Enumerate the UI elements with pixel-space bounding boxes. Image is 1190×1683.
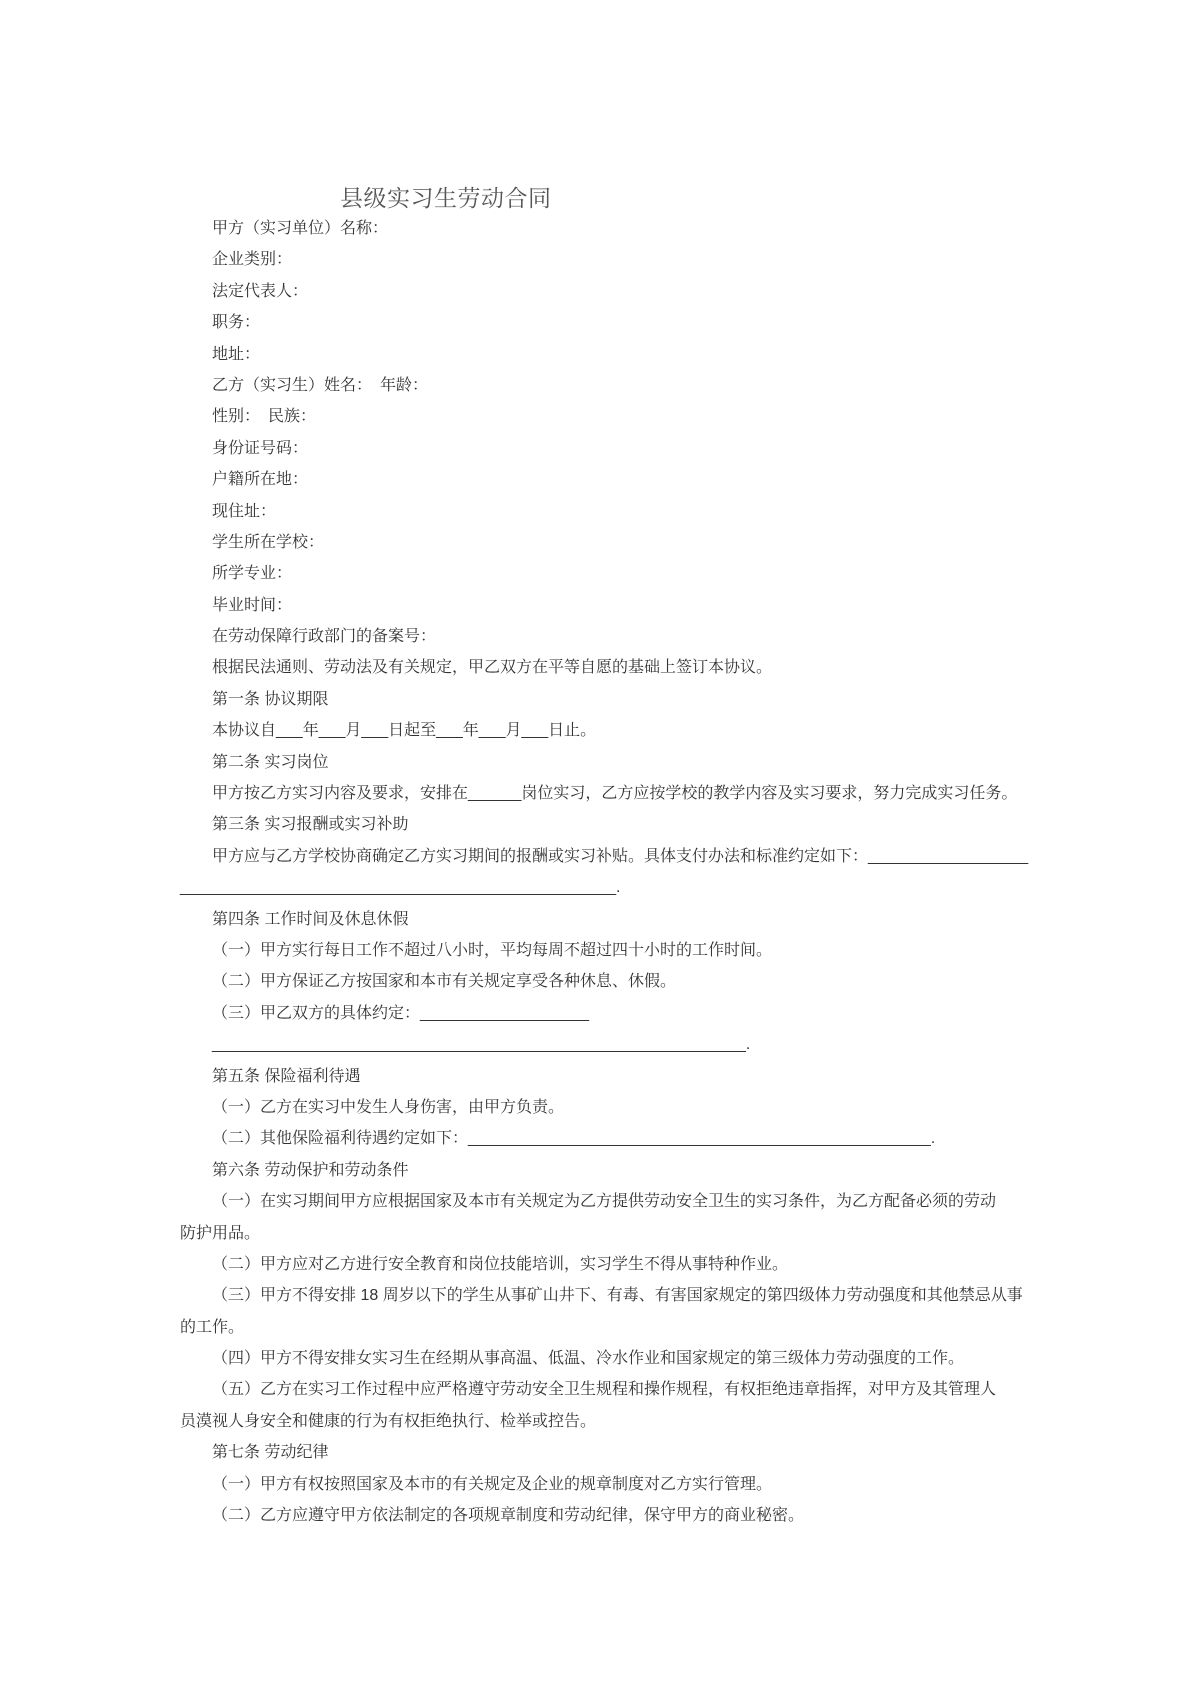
- document-content: [180, 184, 1029, 1531]
- document-line: 员漠视人身安全和健康的行为有权拒绝执行、检举或控告。: [180, 1412, 597, 1430]
- document-line: （一）甲方实行每日工作不超过八小时，平均每周不超过四十小时的工作时间。: [212, 941, 773, 959]
- clause-heading: 第二条 实习岗位: [212, 753, 329, 771]
- document-line: （二）乙方应遵守甲方依法制定的各项规章制度和劳动纪律，保守甲方的商业秘密。: [212, 1507, 805, 1525]
- field-label-line: 所学专业：: [212, 565, 293, 583]
- document-line: （五）乙方在实习工作过程中应严格遵守劳动安全卫生规程和操作规程，有权拒绝违章指挥，对甲方及其管理人: [212, 1381, 997, 1399]
- document-line: 的工作。: [180, 1318, 245, 1336]
- document-line: （四）甲方不得安排女实习生在经期从事高温、低温、冷水作业和国家规定的第三级体力劳动强度的工作。: [212, 1350, 965, 1368]
- field-label-line: 户籍所在地：: [212, 471, 309, 489]
- document-body: [180, 213, 1029, 1531]
- field-label-line: 企业类别：: [212, 251, 293, 269]
- document-line: （二）甲方应对乙方进行安全教育和岗位技能培训，实习学生不得从事特种作业。: [212, 1255, 789, 1273]
- document-line: （三）甲方不得安排 18 周岁以下的学生从事矿山井下、有毒、有害国家规定的第四级体力劳动强度和其他禁忌从事: [212, 1287, 1023, 1305]
- document-line: 防护用品。: [180, 1224, 261, 1242]
- clause-heading: 第一条 协议期限: [212, 690, 329, 708]
- document-line: 甲方按乙方实习内容及要求，安排在______岗位实习，乙方应按学校的教学内容及实习要求，努力完成实习任务。: [212, 785, 1018, 803]
- document-line: 根据民法通则、劳动法及有关规定，甲乙双方在平等自愿的基础上签订本协议。: [212, 659, 773, 677]
- field-label-line: 性别： 民族：: [212, 408, 317, 426]
- clause-heading: 第三条 实习报酬或实习补助: [212, 816, 409, 834]
- document-line: （三）甲乙双方的具体约定：___________________: [212, 1004, 590, 1022]
- field-label-line: 学生所在学校：: [212, 533, 325, 551]
- blank-underline-line: _________________________________________________.: [180, 879, 621, 897]
- field-label-line: 职务：: [212, 314, 261, 332]
- field-label-line: 现住址：: [212, 502, 277, 520]
- document-line: （一）乙方在实习中发生人身伤害，由甲方负责。: [212, 1098, 565, 1116]
- field-label-line: 毕业时间：: [212, 596, 293, 614]
- clause-heading: 第五条 保险福利待遇: [212, 1067, 361, 1085]
- document-line: （二）甲方保证乙方按国家和本市有关规定享受各种休息、休假。: [212, 973, 677, 991]
- field-label-line: 地址：: [212, 345, 261, 363]
- field-label-line: 乙方（实习生）姓名： 年龄：: [212, 376, 429, 394]
- field-label-line: 甲方（实习单位）名称：: [212, 220, 389, 237]
- document-line: （一）甲方有权按照国家及本市的有关规定及企业的规章制度对乙方实行管理。: [212, 1475, 773, 1493]
- field-label-line: 在劳动保障行政部门的备案号：: [212, 628, 437, 646]
- field-label-line: 法定代表人：: [212, 282, 309, 300]
- document-line: （二）其他保险福利待遇约定如下：____________________________________________________.: [212, 1130, 936, 1148]
- field-label-line: 身份证号码：: [212, 439, 309, 457]
- clause-heading: 第六条 劳动保护和劳动条件: [212, 1161, 409, 1179]
- document-line: 本协议自___年___月___日起至___年___月___日止。: [212, 722, 597, 740]
- page-title: 县级实习生劳动合同: [340, 186, 552, 211]
- clause-heading: 第七条 劳动纪律: [212, 1444, 329, 1462]
- document-line: 甲方应与乙方学校协商确定乙方实习期间的报酬或实习补贴。具体支付办法和标准约定如下：__________________: [212, 847, 1029, 865]
- blank-underline-line: ____________________________________________________________.: [212, 1036, 751, 1054]
- document-line: （一）在实习期间甲方应根据国家及本市有关规定为乙方提供劳动安全卫生的实习条件，为乙方配备必须的劳动: [212, 1193, 997, 1211]
- clause-heading: 第四条 工作时间及休息休假: [212, 910, 409, 928]
